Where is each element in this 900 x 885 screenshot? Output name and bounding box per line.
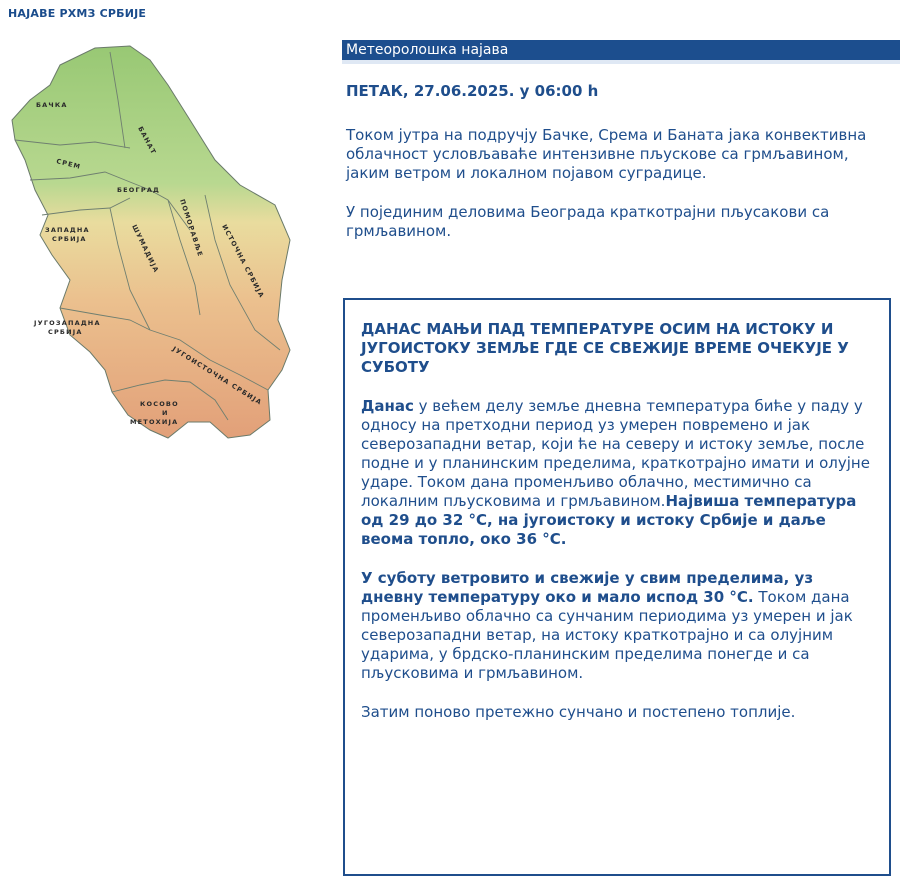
region-label-backa: БАЧКА — [36, 101, 68, 109]
region-label-istocna-srbija: ИСТОЧНА СРБИЈА — [220, 223, 266, 300]
region-label-zapadna: ЗАПАДНА — [45, 226, 90, 234]
closing-paragraph: Затим поново претежно сунчано и постепено топлије. — [361, 703, 796, 721]
intro-text — [346, 126, 896, 261]
intro-paragraph-2: У појединим деловима Београда краткотрајни пљусакови са грмљавином. — [346, 203, 830, 240]
region-label-banat: БАНАТ — [136, 125, 158, 157]
region-label-zapadna-srbija: СРБИЈА — [52, 235, 87, 243]
saturday-paragraph — [361, 569, 875, 683]
section-title-underline — [342, 60, 900, 64]
region-label-kosovo: КОСОВО — [140, 400, 179, 408]
region-label-jugoistocna-srbija: ЈУГОИСТОЧНА СРБИЈА — [170, 344, 264, 407]
intro-paragraph-1: Током јутра на подручју Бачке, Срема и Баната јака конвективна облачност условљаваће интензивне пљускове са грмљавином, јаким ветром и локалном појавом суградице. — [346, 126, 867, 182]
region-label-sumadija: ШУМАДИЈА — [130, 223, 161, 275]
region-label-srem: СРЕМ — [55, 157, 82, 172]
region-label-i: И — [162, 409, 169, 417]
region-label-pomoravlje: ПОМОРАВЉЕ — [178, 198, 205, 259]
saturday-lead: У суботу ветровито и свежије у свим пределима, уз дневну температуру око и мало испод 30 °C. — [361, 569, 814, 606]
forecast-headline: ДАНАС МАЊИ ПАД ТЕМПЕРАТУРЕ ОСИМ НА ИСТОКУ И ЈУГОИСТОКУ ЗЕМЉЕ ГДЕ СЕ СВЕЖИЈЕ ВРЕМЕ ОЧЕКУЈЕ У СУБОТУ — [361, 320, 849, 376]
forecast-box — [343, 298, 891, 876]
region-label-metohija: МЕТОХИЈА — [130, 418, 179, 426]
forecast-date: ПЕТАК, 27.06.2025. у 06:00 h — [346, 82, 599, 100]
serbia-region-map — [0, 30, 320, 450]
region-label-jugozapadna: ЈУГОЗАПАДНА — [34, 319, 101, 327]
today-lead: Данас — [361, 397, 414, 415]
today-max-temperature: Највиша температура од 29 до 32 °C, на југоистоку и истоку Србије и даље веома топло, око 36 °C. — [361, 492, 857, 548]
today-text: у већем делу земље дневна температура биће у паду у односу на претходни период уз умерен повремено и јак северозападни ветар, који ће на северу и истоку земље, после подне и у планинским пределима, краткотрајно имати и олујне ударе. Током дана променљиво облачно, местимично са локалним пљусковима и грмљавином. — [361, 397, 870, 510]
region-label-belgrade: БЕОГРАД — [117, 186, 161, 194]
section-title-bar: Метеоролошка најава — [342, 40, 900, 60]
saturday-text: Током дана променљиво облачно са сунчаним периодима уз умерен и јак северозападни ветар, на истоку краткотрајно и са олујним ударима, у брдско-планинским пределима понегде и са пљусковима и грмљавином. — [361, 588, 853, 682]
today-paragraph — [361, 397, 875, 549]
page-title: НАЈАВЕ РХМЗ СРБИЈЕ — [8, 7, 147, 20]
region-label-jugozapadna-srbija: СРБИЈА — [48, 328, 83, 336]
